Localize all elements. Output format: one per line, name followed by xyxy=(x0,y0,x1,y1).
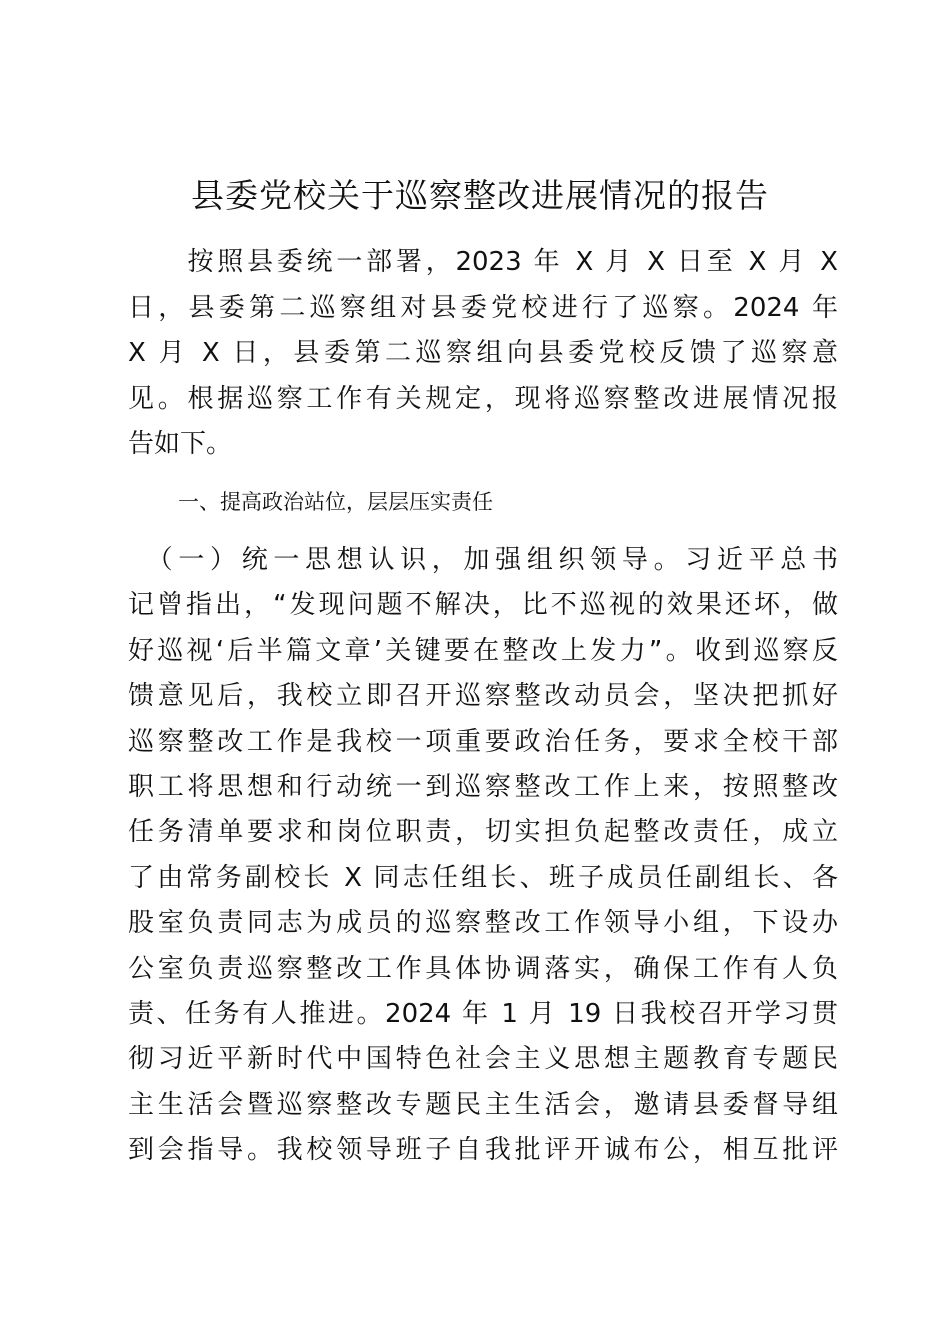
paragraph-line: 公室负责巡察整改工作具体协调落实，确保工作有人负 xyxy=(128,953,838,984)
paragraph-line: 见。根据巡察工作有关规定，现将巡察整改进展情况报 xyxy=(128,383,838,414)
paragraph-line: 好巡视‘后半篇文章’关键要在整改上发力”。收到巡察反 xyxy=(128,635,838,666)
paragraph-line: 责、任务有人推进。2024 年 1 月 19 日我校召开学习贯 xyxy=(128,998,838,1029)
paragraph-line: 日，县委第二巡察组对县委党校进行了巡察。2024 年 xyxy=(128,292,838,323)
paragraph-line: 股室负责同志为成员的巡察整改工作领导小组，下设办 xyxy=(128,908,838,939)
paragraph-line: 馈意见后，我校立即召开巡察整改动员会，坚决把抓好 xyxy=(128,681,838,712)
paragraph-line: 告如下。 xyxy=(128,429,233,459)
paragraph-line: 记曾指出，“发现问题不解决，比不巡视的效果还坏，做 xyxy=(128,590,838,621)
paragraph-line: 职工将思想和行动统一到巡察整改工作上来，按照整改 xyxy=(128,771,838,802)
paragraph-line: 巡察整改工作是我校一项重要政治任务，要求全校干部 xyxy=(128,726,838,757)
intro-paragraph xyxy=(128,240,838,468)
paragraph-line: 彻习近平新时代中国特色社会主义思想主题教育专题民 xyxy=(128,1044,838,1075)
paragraph-line: 按照县委统一部署，2023 年 X 月 X 日至 X 月 X xyxy=(128,247,838,277)
section-heading: 一、提高政治站位，层层压实责任 xyxy=(178,490,493,514)
paragraph-line: 了由常务副校长 X 同志任组长、班子成员任副组长、各 xyxy=(128,862,838,893)
paragraph-line: （一）统一思想认识，加强组织领导。习近平总书 xyxy=(128,545,838,575)
document-title: 县委党校关于巡察整改进展情况的报告 xyxy=(191,176,769,215)
paragraph-line: 任务清单要求和岗位职责，切实担负起整改责任，成立 xyxy=(128,817,838,848)
section-paragraph xyxy=(128,538,838,1173)
paragraph-line: 主生活会暨巡察整改专题民主生活会，邀请县委督导组 xyxy=(128,1089,838,1120)
paragraph-line: 到会指导。我校领导班子自我批评开诚布公，相互批评 xyxy=(128,1135,838,1166)
paragraph-line: X 月 X 日，县委第二巡察组向县委党校反馈了巡察意 xyxy=(128,338,838,368)
